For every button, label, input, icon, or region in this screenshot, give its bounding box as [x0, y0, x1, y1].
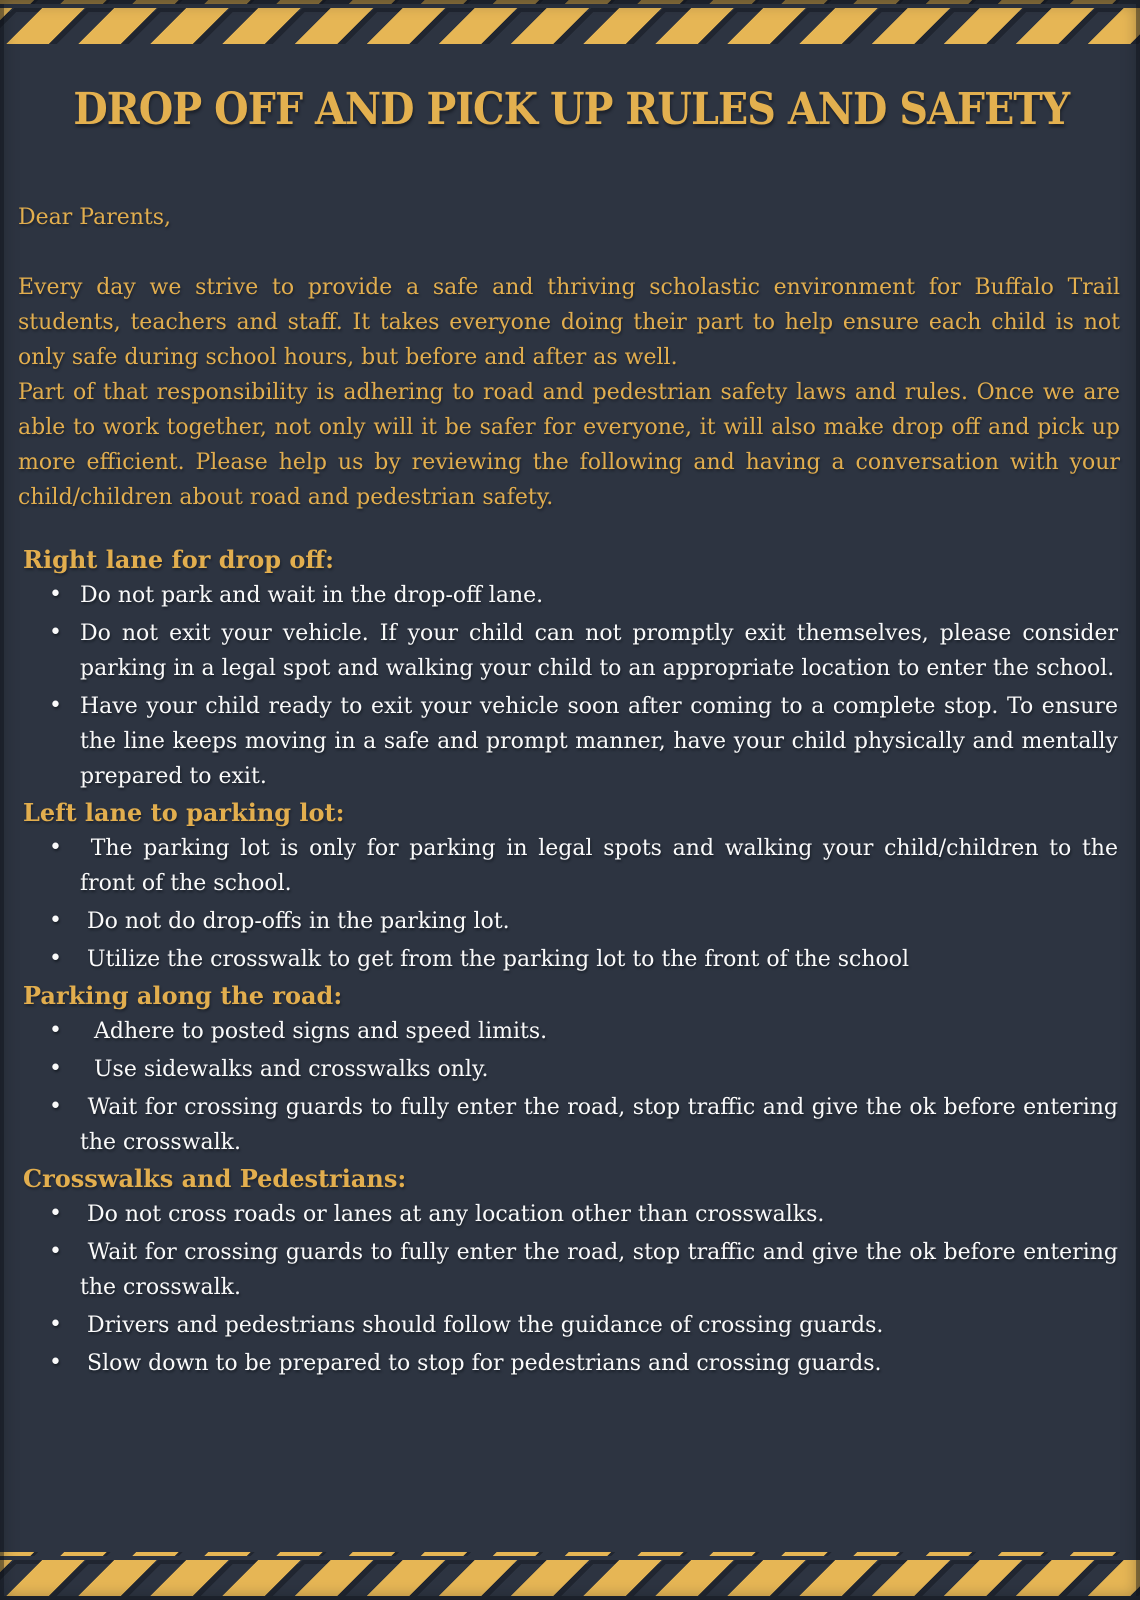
- caution-stripe-bottom-main: [0, 1560, 1140, 1596]
- bullet-item: [49, 1346, 1118, 1381]
- section-right-lane: [18, 545, 1125, 794]
- bullet-dot-icon: •: [49, 582, 62, 607]
- bullet-text: Drivers and pedestrians should follow the guidance of crossing guards.: [80, 1313, 884, 1338]
- bullet-item: [49, 831, 1125, 901]
- bullet-item: [49, 616, 1125, 686]
- bullet-item: [49, 1197, 1118, 1232]
- intro-paragraphs: [18, 270, 1120, 515]
- bullet-text: Have your child ready to exit your vehicle soon after coming to a complete stop. To ensure the line keeps moving in a safe and prompt manner, have your child physically and mentally prepared to exit.: [80, 694, 1125, 789]
- bullet-dot-icon: •: [49, 1312, 62, 1337]
- section-heading: Left lane to parking lot:: [23, 798, 345, 827]
- bullet-item: [49, 1014, 1118, 1049]
- bullet-list: [18, 1197, 1125, 1381]
- caution-stripe-bottom: [0, 1552, 1140, 1600]
- section-heading: Crosswalks and Pedestrians:: [23, 1164, 407, 1193]
- bullet-list: [18, 578, 1125, 794]
- bullet-dot-icon: •: [49, 835, 62, 860]
- section-left-lane: [18, 798, 1125, 977]
- caution-stripe-bottom-sliver: [0, 1552, 1140, 1556]
- bullet-item: [49, 1052, 1118, 1087]
- bullet-item: [49, 904, 1118, 939]
- bullet-dot-icon: •: [49, 620, 62, 645]
- bullet-dot-icon: •: [49, 1094, 62, 1119]
- bullet-dot-icon: •: [49, 1239, 62, 1264]
- bullet-text: Do not park and wait in the drop-off lane.: [80, 583, 544, 608]
- intro-paragraph-2: Part of that responsibility is adhering to road and pedestrian safety laws and rules. Once we are able to work together, not only will it be safer for everyone, it will also make drop off and pick up more efficient. Please help us by reviewing the following and having a conversation with your child/children about road and pedestrian safety.: [18, 380, 1120, 510]
- section-parking-road: [18, 981, 1125, 1160]
- bullet-dot-icon: •: [49, 946, 62, 971]
- page-title-text: DROP OFF AND PICK UP RULES AND SAFETY: [73, 84, 1070, 135]
- bullet-item: [49, 1308, 1118, 1343]
- bullet-dot-icon: •: [49, 693, 62, 718]
- bullet-item: [49, 1235, 1125, 1305]
- bullet-item: [49, 1090, 1125, 1160]
- bullet-text: Adhere to posted signs and speed limits.: [80, 1019, 548, 1044]
- caution-stripe-top-main: [0, 8, 1140, 44]
- bullet-dot-icon: •: [49, 908, 62, 933]
- rules-sections: [18, 545, 1125, 1381]
- bullet-item: [49, 689, 1125, 794]
- section-crosswalks: [18, 1164, 1125, 1381]
- bullet-item: [49, 942, 1118, 977]
- section-heading: Parking along the road:: [23, 981, 343, 1010]
- bullet-dot-icon: •: [49, 1201, 62, 1226]
- bullet-list: [18, 1014, 1125, 1160]
- bullet-dot-icon: •: [49, 1018, 62, 1043]
- caution-stripe-top: [0, 0, 1140, 48]
- section-heading: Right lane for drop off:: [23, 545, 334, 574]
- bullet-dot-icon: •: [49, 1350, 62, 1375]
- bullet-item: [49, 578, 1118, 613]
- bullet-dot-icon: •: [49, 1056, 62, 1081]
- bullet-text: Do not do drop-offs in the parking lot.: [80, 909, 510, 934]
- bullet-text: Do not exit your vehicle. If your child can not promptly exit themselves, please consider parking in a legal spot and walking your child to an appropriate location to enter the school.: [80, 621, 1125, 681]
- intro-paragraph-1: Every day we strive to provide a safe and thriving scholastic environment for Buffalo Trail students, teachers and staff. It takes everyone doing their part to help ensure each child is not only safe during school hours, but before and after as well.: [18, 275, 1120, 370]
- bullet-text: Do not cross roads or lanes at any location other than crosswalks.: [80, 1202, 825, 1227]
- bullet-text: The parking lot is only for parking in legal spots and walking your child/children to the front of the school.: [80, 836, 1125, 896]
- bullet-text: Slow down to be prepared to stop for pedestrians and crossing guards.: [80, 1351, 882, 1376]
- bullet-list: [18, 831, 1125, 977]
- caution-stripe-top-sliver: [0, 0, 1140, 4]
- salutation: Dear Parents,: [18, 205, 172, 230]
- bullet-text: Use sidewalks and crosswalks only.: [80, 1057, 489, 1082]
- bullet-text: Wait for crossing guards to fully enter the road, stop traffic and give the ok before entering the crosswalk.: [80, 1095, 1125, 1155]
- bullet-text: Wait for crossing guards to fully enter the road, stop traffic and give the ok before entering the crosswalk.: [80, 1240, 1125, 1300]
- bullet-text: Utilize the crosswalk to get from the parking lot to the front of the school: [80, 947, 910, 972]
